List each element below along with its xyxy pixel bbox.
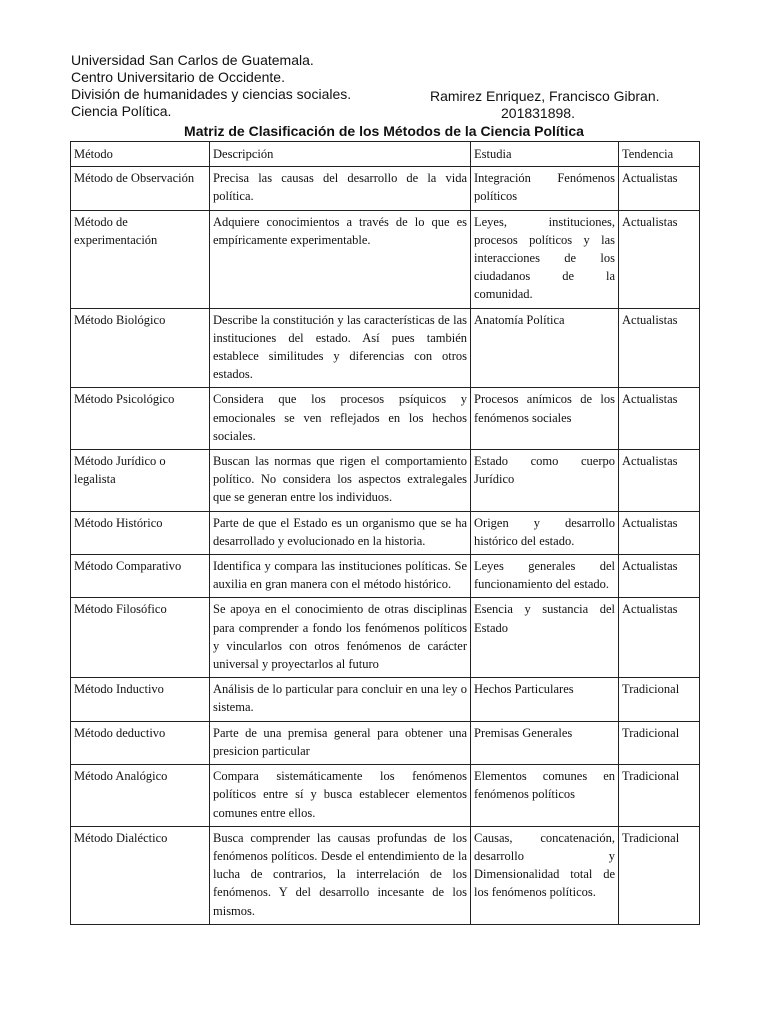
cell-estudia: Hechos Particulares <box>471 678 619 721</box>
table-row <box>71 826 700 924</box>
cell-estudia: Elementos comunes en fenómenos políticos <box>471 765 619 827</box>
cell-descripcion: Se apoya en el conocimiento de otras disciplinas para comprender a fondo los fenómenos políticos y vincularlos con otros fenómenos de carácter universal y proyectarlos al futuro <box>210 598 471 678</box>
cell-tendencia: Tradicional <box>619 678 700 721</box>
cell-descripcion: Busca comprender las causas profundas de los fenómenos políticos. Desde el entendimiento de la lucha de contrarios, la interrelación de los fenómenos. Y del desarrollo incesante de los mismos. <box>210 826 471 924</box>
course-name: Ciencia Política. <box>71 103 172 119</box>
cell-estudia: Leyes, instituciones, procesos políticos y las interacciones de los ciudadanos de la comunidad. <box>471 210 619 308</box>
cell-tendencia: Actualistas <box>619 450 700 512</box>
classification-table <box>70 141 700 925</box>
cell-tendencia: Tradicional <box>619 721 700 764</box>
table-row <box>71 765 700 827</box>
document-title: Matriz de Clasificación de los Métodos de la Ciencia Política <box>184 123 584 139</box>
cell-tendencia: Actualistas <box>619 511 700 554</box>
cell-descripcion: Considera que los procesos psíquicos y emocionales se ven reflejados en los hechos sociales. <box>210 388 471 450</box>
table-header-row <box>71 142 700 167</box>
cell-descripcion: Parte de una premisa general para obtener una presicion particular <box>210 721 471 764</box>
table-row <box>71 511 700 554</box>
student-id: 201831898. <box>501 105 575 121</box>
institution-header <box>71 52 711 120</box>
cell-metodo: Método de experimentación <box>71 210 210 308</box>
university-name: Universidad San Carlos de Guatemala. <box>71 52 314 68</box>
table-row <box>71 450 700 512</box>
cell-estudia: Leyes generales del funcionamiento del estado. <box>471 555 619 598</box>
column-header-estudia: Estudia <box>471 142 619 167</box>
cell-tendencia: Actualistas <box>619 388 700 450</box>
cell-descripcion: Buscan las normas que rigen el comportamiento político. No considera los aspectos extralegales que se generan entre los individuos. <box>210 450 471 512</box>
cell-estudia: Integración Fenómenos políticos <box>471 167 619 210</box>
cell-metodo: Método Histórico <box>71 511 210 554</box>
cell-estudia: Estado como cuerpo Jurídico <box>471 450 619 512</box>
cell-descripcion: Parte de que el Estado es un organismo que se ha desarrollado y evolucionado en la historia. <box>210 511 471 554</box>
cell-tendencia: Actualistas <box>619 308 700 388</box>
cell-metodo: Método Analógico <box>71 765 210 827</box>
cell-estudia: Procesos anímicos de los fenómenos sociales <box>471 388 619 450</box>
cell-estudia: Origen y desarrollo histórico del estado. <box>471 511 619 554</box>
cell-metodo: Método Dialéctico <box>71 826 210 924</box>
table-row <box>71 555 700 598</box>
cell-tendencia: Actualistas <box>619 167 700 210</box>
column-header-metodo: Método <box>71 142 210 167</box>
cell-metodo: Método Psicológico <box>71 388 210 450</box>
cell-tendencia: Actualistas <box>619 210 700 308</box>
cell-metodo: Método Jurídico o legalista <box>71 450 210 512</box>
cell-metodo: Método de Observación <box>71 167 210 210</box>
table-row <box>71 167 700 210</box>
cell-descripcion: Identifica y compara las instituciones políticas. Se auxilia en gran manera con el método histórico. <box>210 555 471 598</box>
cell-descripcion: Precisa las causas del desarrollo de la vida política. <box>210 167 471 210</box>
cell-estudia: Causas, concatenación, desarrollo y Dimensionalidad total de los fenómenos políticos. <box>471 826 619 924</box>
table-row <box>71 388 700 450</box>
cell-descripcion: Adquiere conocimientos a través de lo que es empíricamente experimentable. <box>210 210 471 308</box>
author-name: Ramirez Enriquez, Francisco Gibran. <box>430 88 660 104</box>
cell-estudia: Esencia y sustancia del Estado <box>471 598 619 678</box>
center-name: Centro Universitario de Occidente. <box>71 69 285 85</box>
cell-tendencia: Tradicional <box>619 826 700 924</box>
cell-metodo: Método deductivo <box>71 721 210 764</box>
cell-descripcion: Análisis de lo particular para concluir en una ley o sistema. <box>210 678 471 721</box>
division-name: División de humanidades y ciencias sociales. <box>71 86 352 102</box>
cell-metodo: Método Inductivo <box>71 678 210 721</box>
cell-tendencia: Actualistas <box>619 598 700 678</box>
cell-tendencia: Tradicional <box>619 765 700 827</box>
cell-metodo: Método Biológico <box>71 308 210 388</box>
cell-estudia: Premisas Generales <box>471 721 619 764</box>
table-row <box>71 598 700 678</box>
cell-tendencia: Actualistas <box>619 555 700 598</box>
cell-descripcion: Compara sistemáticamente los fenómenos políticos entre sí y busca establecer elementos comunes entre ellos. <box>210 765 471 827</box>
table-row <box>71 721 700 764</box>
column-header-tendencia: Tendencia <box>619 142 700 167</box>
table-row <box>71 210 700 308</box>
cell-descripcion: Describe la constitución y las características de las instituciones del estado. Así pues también establece similitudes y diferencias con otros estados. <box>210 308 471 388</box>
table-row <box>71 678 700 721</box>
cell-estudia: Anatomía Política <box>471 308 619 388</box>
table-row <box>71 308 700 388</box>
column-header-descripcion: Descripción <box>210 142 471 167</box>
cell-metodo: Método Comparativo <box>71 555 210 598</box>
cell-metodo: Método Filosófico <box>71 598 210 678</box>
